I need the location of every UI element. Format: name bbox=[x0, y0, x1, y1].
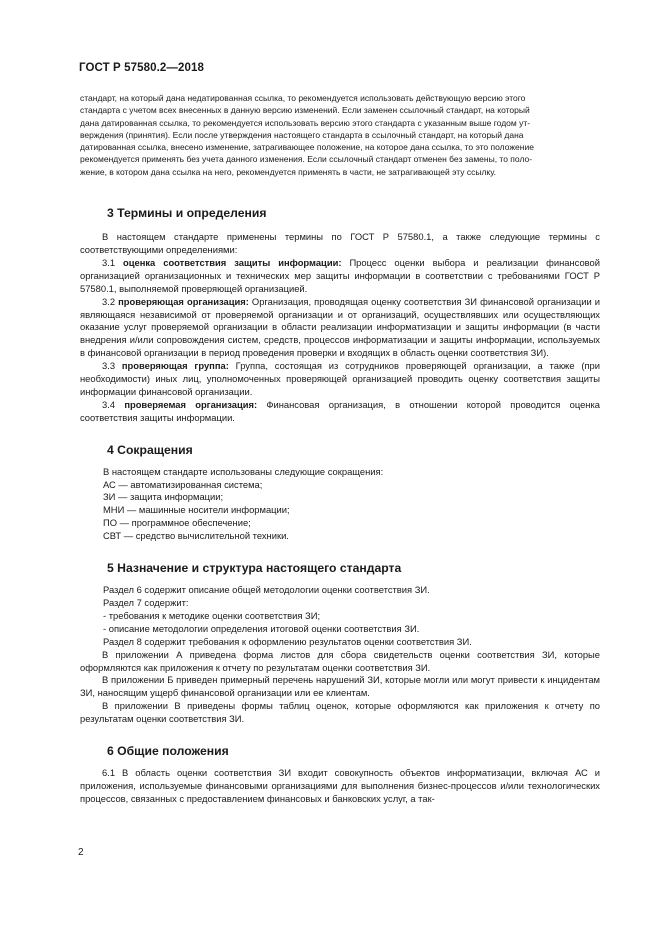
definition-number: 3.2 bbox=[102, 295, 119, 307]
abbreviation-item: АС — автоматизированная система; bbox=[103, 478, 263, 490]
structure-line: Раздел 8 содержит требования к оформлению результатов оценки соответствия ЗИ. bbox=[103, 635, 472, 647]
definition-text: Группа, состоящая из сотрудников проверяющей организации, а также (при необходимости) иных лиц, уполномоченных проверяющей организацией проводить оценку соответствия защиты информации финансовой организации. bbox=[80, 360, 601, 397]
abbreviation-item: ЗИ — защита информации; bbox=[103, 491, 224, 503]
appendix-paragraph: В приложении А приведена форма листов для сбора свидетельств оценки соответствия ЗИ, которые оформляются как приложения к отчету по результатам оценки соответствия ЗИ. bbox=[80, 648, 600, 673]
page-number: 2 bbox=[78, 847, 84, 858]
structure-line: Раздел 6 содержит описание общей методологии оценки соответствия ЗИ. bbox=[103, 584, 430, 596]
section-4-heading: 4 Сокращения bbox=[107, 442, 193, 457]
abbreviation-item: МНИ — машинные носители информации; bbox=[103, 504, 290, 516]
intro-line: дана датированная ссылка, то рекомендуется использовать версию этого стандарта с указанным выше годом ут- bbox=[80, 117, 531, 128]
section-3-heading: 3 Термины и определения bbox=[107, 206, 267, 221]
definition-term: проверяющая организация: bbox=[118, 295, 249, 307]
intro-paragraph bbox=[80, 92, 600, 178]
appendix-paragraph: В приложении В приведены формы таблиц оценок, которые оформляются как приложения к отчету по результатам оценки соответствия ЗИ. bbox=[80, 700, 600, 725]
abbreviation-item: ПО — программное обеспечение; bbox=[103, 517, 251, 529]
definition-text: Финансовая организация, в отношении которой проводится оценка соответствия защиты информации. bbox=[80, 398, 600, 423]
appendix-paragraph: В приложении Б приведен примерный перечень нарушений ЗИ, которые могли или могут привести к инцидентам ЗИ, наносящим ущерб финансовой организации или ее клиентам. bbox=[80, 674, 600, 699]
document-body bbox=[80, 92, 600, 806]
definition-text: Процесс оценки выбора и реализации финансовой организацией организационных и технических мер защиты информации в соответствии с требованиями ГОСТ Р 57580.1, выполняемой проверяющей организацией. bbox=[80, 256, 600, 294]
definition-text: Организация, проводящая оценку соответствия ЗИ финансовой организации и являющаяся независимой от проверяемой организации и от организаций, осуществлявших или осуществляющих оказание услуг проверяемой организации в области реализации информатизации и защиты информации (в части внедрения и/или сопровождения систем, средств, процессов информатизации и защиты информации, используемых в финансовой организации в период проведения проверки и входящих в область оценки соответствия ЗИ). bbox=[80, 295, 601, 359]
intro-line: стандарта с учетом всех внесенных в данную версию изменений. Если заменен ссылочный стандарт, на который bbox=[80, 105, 530, 116]
definition-3-3 bbox=[80, 360, 600, 399]
intro-line: рекомендуется применять без учета данного изменения. Если ссылочный стандарт отменен без замены, то поло- bbox=[80, 154, 533, 165]
intro-line: жение, в котором дана ссылка на него, рекомендуется применять в части, не затрагивающей эту ссылку. bbox=[80, 166, 497, 177]
abbreviation-item: СВТ — средство вычислительной техники. bbox=[103, 530, 289, 542]
intro-line: стандарт, на который дана недатированная ссылка, то рекомендуется использовать действующую версию этого bbox=[80, 93, 526, 103]
section-3-intro: В настоящем стандарте применены термины по ГОСТ Р 57580.1, а также следующие термины с соответствующими определениями: bbox=[80, 231, 600, 255]
structure-line: - требования к методике оценки соответствия ЗИ; bbox=[103, 609, 321, 621]
document-code: ГОСТ Р 57580.2—2018 bbox=[79, 62, 204, 74]
structure-line: Раздел 7 содержит: bbox=[103, 597, 189, 609]
definition-term: проверяющая группа: bbox=[121, 360, 229, 372]
intro-line: датированная ссылка, внесено изменение, затрагивающее положение, на которое дана ссылка, то это положение bbox=[80, 142, 534, 153]
section-5-heading: 5 Назначение и структура настоящего стандарта bbox=[107, 561, 402, 576]
definition-number: 3.1 bbox=[102, 256, 123, 268]
section-4-intro: В настоящем стандарте использованы следующие сокращения: bbox=[103, 465, 384, 477]
definition-term: оценка соответствия защиты информации: bbox=[123, 256, 342, 268]
section-6-heading: 6 Общие положения bbox=[107, 744, 229, 759]
definition-3-1 bbox=[80, 257, 600, 296]
structure-line: - описание методологии определения итоговой оценки соответствия ЗИ. bbox=[103, 622, 420, 634]
definition-3-4 bbox=[80, 399, 600, 425]
definition-3-2 bbox=[80, 296, 600, 361]
intro-line: верждения (принятия). Если после утверждения настоящего стандарта в ссылочный стандарт, на который дана bbox=[80, 129, 524, 140]
definition-term: проверяемая организация: bbox=[124, 398, 258, 410]
definition-number: 3.4 bbox=[102, 398, 125, 410]
definition-number: 3.3 bbox=[102, 360, 122, 372]
section-6-paragraph: 6.1 В область оценки соответствия ЗИ входит совокупность объектов информатизации, включая АС и приложения, используемые финансовыми организациями для выполнения бизнес-процессов и/или технологических процессов, связанных с предоставлением финансовых и банковских услуг, а так- bbox=[80, 767, 600, 804]
